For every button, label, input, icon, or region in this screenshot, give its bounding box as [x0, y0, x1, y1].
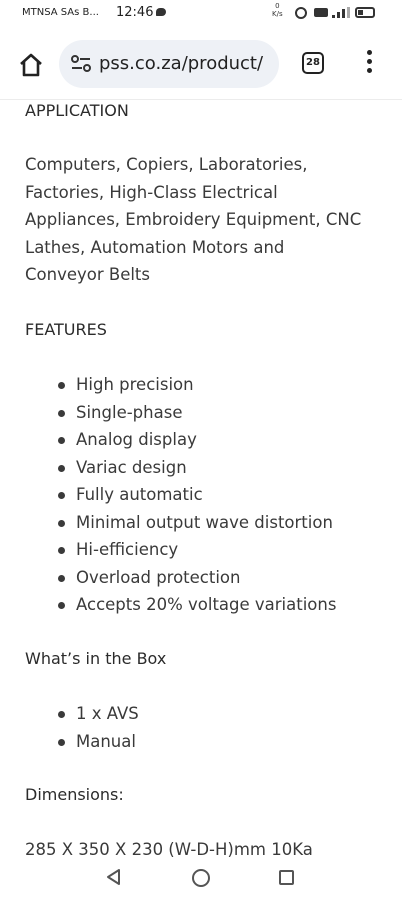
tab-switcher-button[interactable]: 28	[302, 52, 324, 74]
list-item: Variac design	[58, 454, 385, 482]
carrier-name: MTNSA SAs B...	[22, 7, 99, 18]
list-item: Accepts 20% voltage variations	[58, 591, 385, 619]
speed-value: 0	[275, 2, 280, 10]
url-text[interactable]: pss.co.za/product/	[99, 53, 264, 74]
speed-unit: K/s	[272, 10, 283, 18]
application-line: Appliances, Embroidery Equipment, CNC	[25, 210, 362, 229]
recent-apps-icon[interactable]	[279, 870, 294, 885]
application-text	[25, 151, 385, 289]
clock: 12:46	[116, 5, 154, 20]
list-item: Manual	[58, 728, 385, 756]
status-bar	[0, 0, 402, 28]
signal-icon	[332, 7, 350, 18]
system-nav-bar	[0, 862, 402, 900]
network-speed	[272, 2, 283, 18]
application-line: Conveyor Belts	[25, 265, 150, 284]
hotspot-icon	[295, 7, 307, 19]
dimensions-heading: Dimensions:	[25, 785, 124, 804]
site-settings-icon[interactable]	[71, 55, 91, 73]
list-item: Hi-efficiency	[58, 536, 385, 564]
application-line: Factories, High-Class Electrical	[25, 182, 278, 202]
list-item: Fully automatic	[58, 481, 385, 509]
browser-toolbar	[0, 28, 402, 100]
list-item: Analog display	[58, 426, 385, 454]
list-item: Single-phase	[58, 399, 385, 427]
application-heading: APPLICATION	[25, 101, 129, 120]
chat-icon	[156, 8, 166, 16]
address-bar[interactable]	[59, 40, 279, 88]
application-line: Lathes, Automation Motors and	[25, 237, 285, 257]
menu-icon[interactable]	[364, 50, 374, 78]
box-contents-list	[25, 700, 385, 755]
list-item: High precision	[58, 371, 385, 399]
home-icon[interactable]	[18, 52, 44, 78]
battery-icon	[355, 7, 375, 18]
list-item: 1 x AVS	[58, 700, 385, 728]
volte-icon	[314, 8, 328, 17]
list-item: Overload protection	[58, 564, 385, 592]
list-item: Minimal output wave distortion	[58, 509, 385, 537]
features-heading: FEATURES	[25, 320, 107, 339]
box-heading: What’s in the Box	[25, 649, 167, 668]
dimensions-text: 285 X 350 X 230 (W-D-H)mm 10Ka	[25, 840, 313, 859]
home-circle-icon[interactable]	[192, 869, 210, 887]
application-line: Computers, Copiers, Laboratories,	[25, 155, 308, 174]
features-list	[25, 371, 385, 619]
back-icon[interactable]	[105, 868, 123, 886]
